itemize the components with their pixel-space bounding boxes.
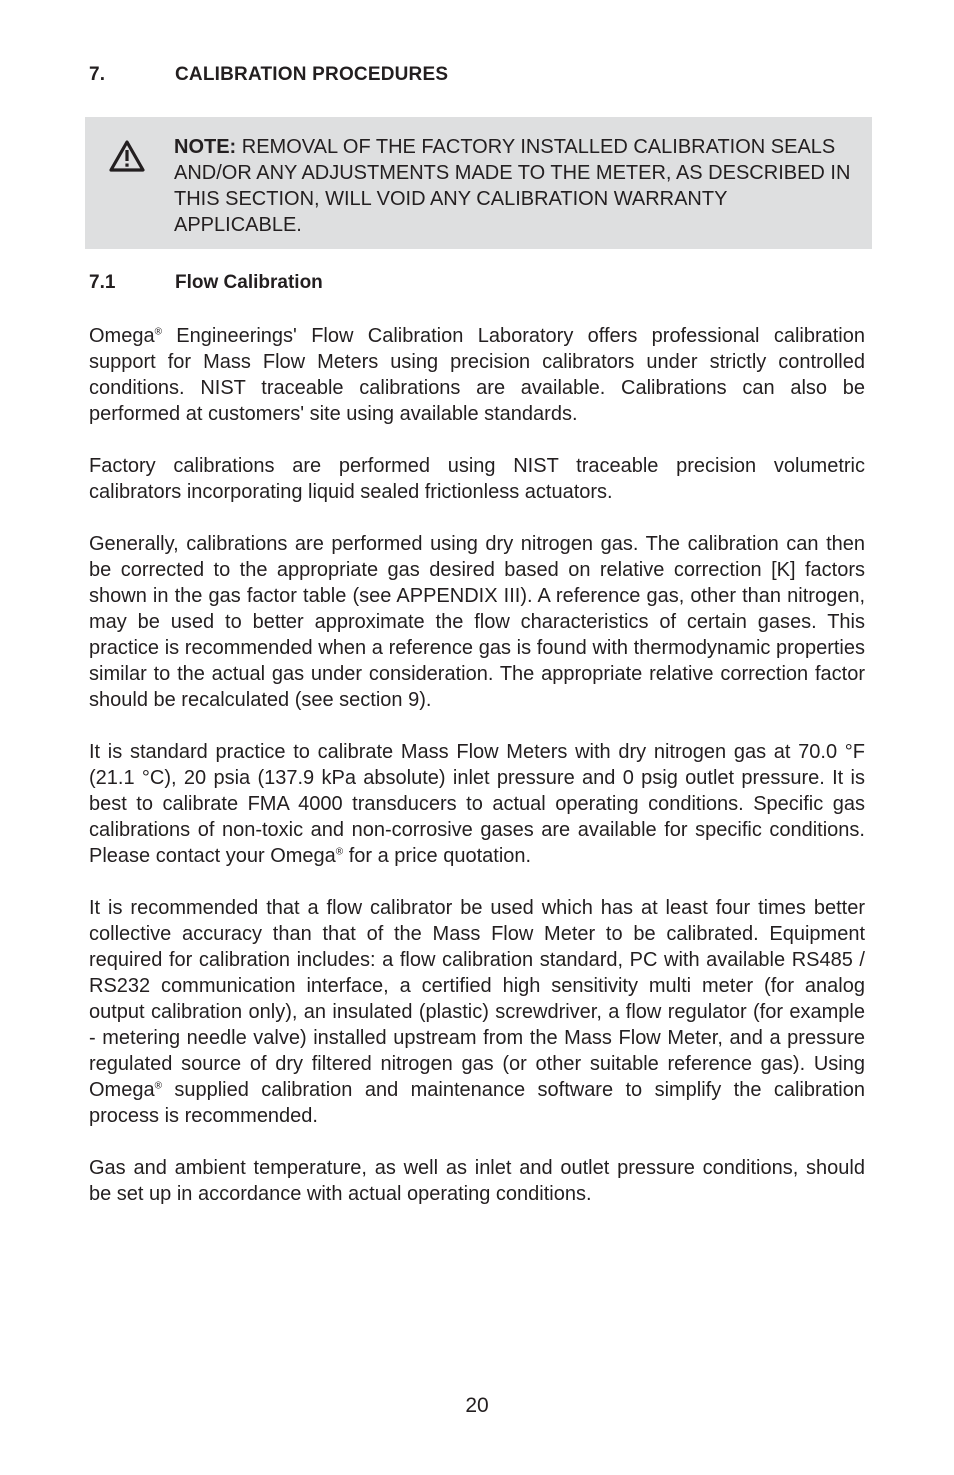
subsection-title: Flow Calibration [175, 272, 323, 293]
paragraph-1 [89, 323, 865, 427]
p1-brand: Omega [89, 325, 155, 347]
p5-text-end: supplied calibration and maintenance software to simplify the calibration process is recommended. [89, 1079, 865, 1127]
registered-mark: ® [335, 846, 344, 858]
note-body: REMOVAL OF THE FACTORY INSTALLED CALIBRATION SEALS AND/OR ANY ADJUSTMENTS MADE TO THE METER, AS DESCRIBED IN THIS SECTION, WILL VOID ANY CALIBRATION WARRANTY APPLICABLE. [174, 136, 851, 236]
p1-text: Engineerings' Flow Calibration Laboratory offers professional calibration support for Mass Flow Meters using precision calibrators under strictly controlled conditions. NIST traceable calibrations are available. Calibrations can also be performed at customers' site using available standards. [89, 325, 865, 425]
body-text [89, 323, 865, 1233]
section-title: CALIBRATION PROCEDURES [175, 64, 449, 85]
section-heading [89, 64, 448, 86]
p4-text-end: for a price quotation. [343, 845, 532, 867]
paragraph-4 [89, 739, 865, 869]
paragraph-5 [89, 895, 865, 1129]
note-text [174, 134, 854, 238]
section-number: 7. [89, 64, 106, 85]
note-label: NOTE: [174, 136, 237, 158]
p5-text: It is recommended that a flow calibrator be used which has at least four times better collective accuracy than that of the Mass Flow Meter to be calibrated. Equipment required for calibration includes: a flow calibration standard, PC with available RS485 / RS232 communication interface, a certified high sensitivity multi meter (for analog output calibration only), an insulated (plastic) screwdriver, a flow regulator (for example - metering needle valve) installed upstream from the Mass Flow Meter, and a pressure regulated source of dry filtered nitrogen gas (or other suitable reference gas). Using Omega [89, 897, 865, 1101]
warning-note-box [85, 117, 872, 249]
registered-mark: ® [154, 326, 162, 338]
paragraph-3: Generally, calibrations are performed using dry nitrogen gas. The calibration can then be corrected to the appropriate gas desired based on relative correction [K] factors shown in the gas factor table (see APPENDIX III). A reference gas, other than nitrogen, may be used to better approximate the flow characteristics of certain gases. This practice is recommended when a reference gas is found with thermodynamic properties similar to the actual gas under consideration. The appropriate relative correction factor should be recalculated (see section 9). [89, 533, 865, 711]
page-number: 20 [465, 1394, 489, 1417]
p4-text: It is standard practice to calibrate Mass Flow Meters with dry nitrogen gas at 70.0 °F (21.1 °C), 20 psia (137.9 kPa absolute) inlet pressure and 0 psig outlet pressure. It is best to calibrate FMA 4000 transducers to actual operating conditions. Specific gas calibrations of non-toxic and non-corrosive gases are available for specific conditions. Please contact your Omega [89, 741, 865, 867]
warning-triangle-icon [108, 139, 146, 173]
subsection-number: 7.1 [89, 272, 116, 293]
paragraph-6: Gas and ambient temperature, as well as inlet and outlet pressure conditions, should be set up in accordance with actual operating conditions. [89, 1157, 865, 1205]
subsection-heading [89, 272, 323, 294]
registered-mark: ® [154, 1080, 162, 1092]
paragraph-2: Factory calibrations are performed using NIST traceable precision volumetric calibrators incorporating liquid sealed frictionless actuators. [89, 455, 865, 503]
